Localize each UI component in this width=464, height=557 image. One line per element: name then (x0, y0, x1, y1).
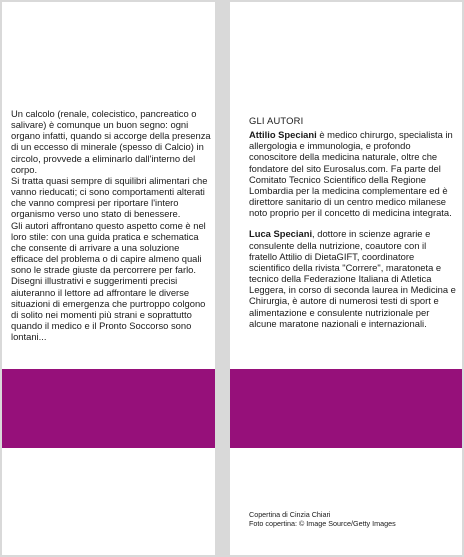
credits (249, 510, 459, 528)
left-flap (2, 2, 215, 555)
right-flap (230, 2, 462, 555)
author-bio-attilio (249, 129, 456, 218)
author-name: Luca Speciani (249, 228, 313, 240)
blurb-paragraph: Gli autori affrontano questo aspetto come è nel loro stile: con una guida pratica e schematica che consente di arrivare a una soluzione efficace del problema o di capire almeno quali sono le strade giuste da percorrere per farlo. Disegni illustrativi e suggerimenti precisi aiuteranno il lettore ad affrontare le diverse situazioni di emergenza che purtroppo colgono di solito nei momenti più strani e soprattutto quando il medico e il Pronto Soccorso sono lontani... (11, 219, 206, 343)
blurb-paragraph: Si tratta quasi sempre di squilibri alimentari che vanno rieducati; ci sono comportamenti alterati che vanno compresi per riportare l'intero organismo verso uno stato di benessere. (11, 174, 208, 220)
author-bio-text: è medico chirurgo, specialista in allergologia e immunologia, e profondo conoscitore della medicina naturale, oltre che fondatore del sito Eurosalus.com. Fa parte del Comitato Tecnico Scientifico della Regione Lombardia per la medicina complementare ed è direttore sanitario di un centro medico milanese noto proprio per il concetto di medicina integrata. (249, 129, 453, 219)
blurb-paragraph: Un calcolo (renale, colecistico, pancreatico o salivare) è comunque un buon segno: ogni organo infatti, quando si accorge della presenza di un eccesso di minerale (spesso di Calcio) in circolo, provvede a eliminarlo dall'interno del corpo. (11, 108, 211, 175)
author-bio-text: , dottore in scienze agrarie e consulente della nutrizione, coautore con il fratello Attilio di DietaGIFT, coordinatore scientifico della rivista "Correre", maratoneta e tecnico della Federazione Italiana di Atletica Leggera, in corso di seconda laurea in Medicina e Chirurgia, è autore di numerosi testi di sport e alimentazione e consulente nutrizionale per alcune maratone nazionali e internazionali. (249, 228, 456, 329)
authors-section (249, 115, 456, 329)
photo-credit: Foto copertina: © Image Source/Getty Images (249, 519, 396, 528)
purple-band (2, 369, 215, 448)
cover-credit: Copertina di Cinzia Chiari (249, 510, 331, 519)
blurb-text (11, 108, 211, 342)
purple-band (230, 369, 462, 448)
author-name: Attilio Speciani (249, 129, 317, 141)
author-bio-luca (249, 228, 456, 328)
authors-heading: GLI AUTORI (249, 115, 304, 126)
